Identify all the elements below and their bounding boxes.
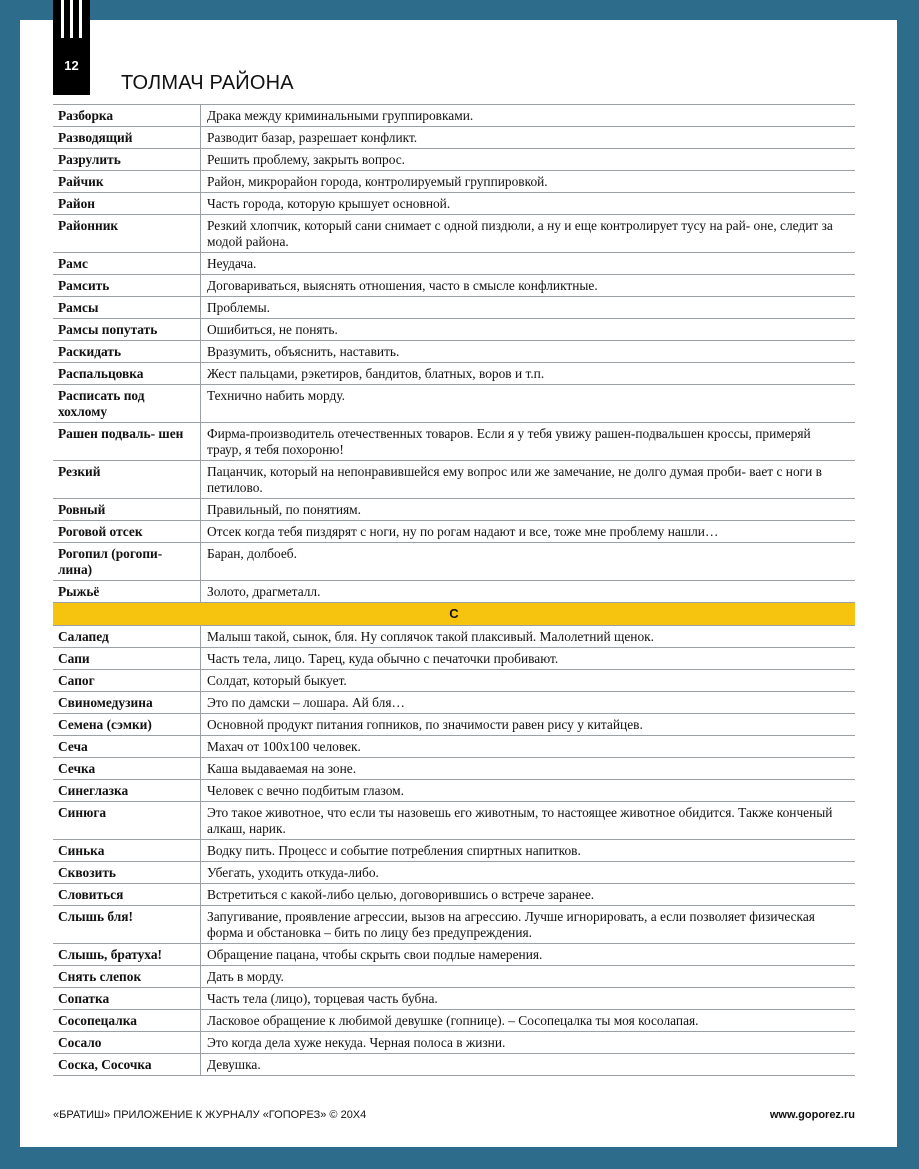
footer-publication: «БРАТИШ» ПРИЛОЖЕНИЕ К ЖУРНАЛУ «ГОПОРЕЗ» © 20Х4 (53, 1109, 367, 1121)
glossary-term: Сапи (53, 648, 201, 670)
glossary-row (53, 193, 855, 215)
glossary-row (53, 1010, 855, 1032)
glossary-row (53, 543, 855, 581)
page-number: 12 (64, 58, 79, 73)
glossary-definition: Убегать, уходить откуда-либо. (207, 865, 379, 880)
glossary-definition: Решить проблему, закрыть вопрос. (207, 152, 406, 167)
glossary-definition: Человек с вечно подбитым глазом. (207, 783, 405, 798)
glossary-term: Районник (53, 215, 201, 253)
glossary-definition: Обращение пацана, чтобы скрыть свои подлые намерения. (207, 947, 543, 962)
glossary-term: Рыжьё (53, 581, 201, 603)
glossary-definition: Разводит базар, разрешает конфликт. (207, 130, 418, 145)
glossary-row (53, 105, 855, 127)
glossary-row (53, 385, 855, 423)
glossary-term: Сапог (53, 670, 201, 692)
glossary-row (53, 581, 855, 603)
glossary-term: Семена (сэмки) (53, 714, 201, 736)
page-title: ТОЛМАЧ РАЙОНА (121, 72, 294, 94)
glossary-definition: Малыш такой, сынок, бля. Ну соплячок такой плаксивый. Малолетний щенок. (207, 629, 655, 644)
glossary-term: Район (53, 193, 201, 215)
glossary-row (53, 862, 855, 884)
glossary-definition: Жест пальцами, рэкетиров, бандитов, блатных, воров и т.п. (207, 366, 545, 381)
glossary-definition: Это такое животное, что если ты назовешь его животным, то настоящее животное обидится. Также конченый алкаш, нарик. (207, 805, 833, 836)
glossary-row (53, 319, 855, 341)
glossary-row (53, 461, 855, 499)
glossary-term: Сквозить (53, 862, 201, 884)
glossary-definition: Это когда дела хуже некуда. Черная полоса в жизни. (207, 1035, 506, 1050)
glossary-term: Слышь, братуха! (53, 944, 201, 966)
glossary-section-r (53, 105, 855, 603)
letter-heading: С (53, 603, 855, 626)
tab-stripe (70, 0, 73, 38)
glossary-row (53, 736, 855, 758)
glossary-term: Расписать под хохлому (53, 385, 201, 423)
glossary-definition: Запугивание, проявление агрессии, вызов на агрессию. Лучше игнорировать, а если позволяет физическая форма и обстановка – бить по лицу без предупреждения. (207, 909, 815, 940)
footer-website-link[interactable]: www.goporez.ru (769, 1109, 855, 1121)
glossary-row (53, 884, 855, 906)
glossary-term: Рамсы (53, 297, 201, 319)
glossary-definition: Договариваться, выяснять отношения, часто в смысле конфликтные. (207, 278, 598, 293)
glossary-row (53, 171, 855, 193)
glossary-term: Словиться (53, 884, 201, 906)
glossary-definition: Район, микрорайон города, контролируемый группировкой. (207, 174, 548, 189)
glossary-row (53, 906, 855, 944)
glossary-term: Раскидать (53, 341, 201, 363)
glossary-definition: Золото, драгметалл. (207, 584, 321, 599)
glossary-definition: Девушка. (207, 1057, 261, 1072)
glossary-term: Соска, Сосочка (53, 1054, 201, 1076)
glossary-row (53, 840, 855, 862)
glossary-row (53, 988, 855, 1010)
glossary-definition: Часть города, которую крышует основной. (207, 196, 451, 211)
glossary-term: Рогопил (рогопи- лина) (53, 543, 201, 581)
glossary-row (53, 127, 855, 149)
glossary-definition: Проблемы. (207, 300, 270, 315)
glossary-row (53, 215, 855, 253)
glossary-definition: Неудача. (207, 256, 257, 271)
glossary-row (53, 802, 855, 840)
letter-heading-row (53, 603, 855, 626)
glossary-definition: Водку пить. Процесс и событие потребления спиртных напитков. (207, 843, 581, 858)
tab-stripe (79, 0, 82, 38)
magazine-page (20, 20, 897, 1147)
glossary-term: Синюга (53, 802, 201, 840)
glossary-term: Разборка (53, 105, 201, 127)
glossary-row (53, 944, 855, 966)
glossary-row (53, 275, 855, 297)
glossary-definition: Махач от 100х100 человек. (207, 739, 361, 754)
glossary-table (53, 104, 855, 1076)
glossary-definition: Солдат, который быкует. (207, 673, 347, 688)
glossary-row (53, 670, 855, 692)
glossary-definition: Это по дамски – лошара. Ай бля… (207, 695, 405, 710)
glossary-term: Сопатка (53, 988, 201, 1010)
glossary-term: Синеглазка (53, 780, 201, 802)
glossary-definition: Ласковое обращение к любимой девушке (гопнице). – Сосопецалка ты моя косолапая. (207, 1013, 699, 1028)
letter-heading-section (53, 603, 855, 626)
glossary-row (53, 626, 855, 648)
glossary-definition: Вразумить, объяснить, наставить. (207, 344, 400, 359)
glossary-section-s (53, 626, 855, 1076)
glossary-row (53, 714, 855, 736)
glossary-term: Резкий (53, 461, 201, 499)
glossary-term: Разрулить (53, 149, 201, 171)
glossary-term: Снять слепок (53, 966, 201, 988)
glossary-row (53, 692, 855, 714)
glossary-term: Сеча (53, 736, 201, 758)
glossary-row (53, 297, 855, 319)
glossary-term: Рамс (53, 253, 201, 275)
glossary-row (53, 423, 855, 461)
glossary-definition: Каша выдаваемая на зоне. (207, 761, 357, 776)
glossary-definition: Часть тела (лицо), торцевая часть бубна. (207, 991, 438, 1006)
glossary-definition: Правильный, по понятиям. (207, 502, 362, 517)
glossary-row (53, 363, 855, 385)
glossary-term: Свиномедузина (53, 692, 201, 714)
glossary-term: Рамсить (53, 275, 201, 297)
glossary-definition: Драка между криминальными группировками. (207, 108, 474, 123)
glossary-row (53, 1054, 855, 1076)
glossary-definition: Основной продукт питания гопников, по значимости равен рису у китайцев. (207, 717, 643, 732)
glossary-row (53, 521, 855, 543)
glossary-row (53, 648, 855, 670)
glossary-row (53, 780, 855, 802)
glossary-term: Райчик (53, 171, 201, 193)
glossary-definition: Резкий хлопчик, который сани снимает с одной пиздюли, а ну и еще контролирует тусу на рай- оне, следит за модой района. (207, 218, 833, 249)
glossary-row (53, 758, 855, 780)
glossary-row (53, 1032, 855, 1054)
glossary-definition: Пацанчик, который на непонравившейся ему вопрос или же замечание, не долго думая проби- вает с ноги в петилово. (207, 464, 822, 495)
glossary-row (53, 966, 855, 988)
glossary-term: Рамсы попутать (53, 319, 201, 341)
glossary-definition: Технично набить морду. (207, 388, 346, 403)
glossary-term: Сосопецалка (53, 1010, 201, 1032)
glossary-term: Сосало (53, 1032, 201, 1054)
glossary-row (53, 341, 855, 363)
glossary-term: Синька (53, 840, 201, 862)
glossary-term: Салапед (53, 626, 201, 648)
glossary-row (53, 253, 855, 275)
glossary-row (53, 149, 855, 171)
glossary-definition: Отсек когда тебя пиздярят с ноги, ну по рогам надают и все, тоже мне проблему нашли… (207, 524, 719, 539)
glossary-definition: Ошибиться, не понять. (207, 322, 338, 337)
glossary-definition: Дать в морду. (207, 969, 284, 984)
glossary-term: Распальцовка (53, 363, 201, 385)
tab-stripe (61, 0, 64, 38)
glossary-term: Рашен подваль- шен (53, 423, 201, 461)
glossary-term: Ровный (53, 499, 201, 521)
glossary-definition: Часть тела, лицо. Тарец, куда обычно с печаточки пробивают. (207, 651, 559, 666)
glossary-definition: Баран, долбоеб. (207, 546, 297, 561)
glossary-term: Роговой отсек (53, 521, 201, 543)
glossary-row (53, 499, 855, 521)
glossary-term: Разводящий (53, 127, 201, 149)
page-number-tab (53, 0, 90, 95)
glossary-definition: Встретиться с какой-либо целью, договорившись о встрече заранее. (207, 887, 595, 902)
glossary-definition: Фирма-производитель отечественных товаров. Если я у тебя увижу рашен-подвальшен кроссы, примеряй траур, я тебя похороню! (207, 426, 811, 457)
glossary-term: Сечка (53, 758, 201, 780)
glossary-term: Слышь бля! (53, 906, 201, 944)
